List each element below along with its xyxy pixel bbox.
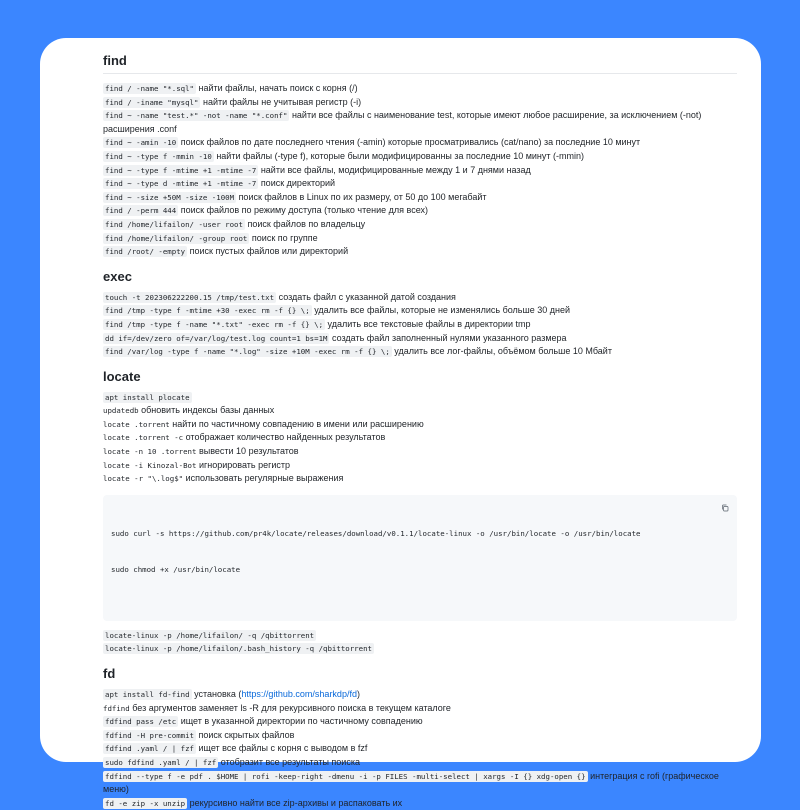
locate-lines: [103, 391, 737, 486]
command-description: поиск файлов по режиму доступа (только чтение для всех): [180, 205, 429, 216]
command-code: find /tmp -type f -name "*.txt" -exec rm -f {} \;: [105, 319, 324, 329]
copy-icon[interactable]: [721, 504, 729, 512]
list-item: [103, 431, 737, 445]
command-code: find ~ -amin -10: [105, 138, 177, 148]
command-code: fdfind: [103, 703, 130, 713]
command-description: ищет все файлы с корня с выводом в fzf: [198, 743, 368, 754]
command-code: locate-linux -p /home/lifailon/.bash_history -q /qbittorrent: [105, 644, 372, 654]
command-description: без аргументов заменяет ls -R для рекурсивного поиска в текущем каталоге: [132, 702, 451, 713]
locate-linux-lines: [103, 629, 737, 656]
list-item: [103, 702, 737, 716]
command-description: найти по частичному совпадению в имени или расширению: [172, 418, 424, 429]
command-code: locate .torrent -c: [103, 433, 184, 443]
list-item: [103, 404, 737, 418]
list-item: [103, 345, 737, 359]
list-item: [103, 797, 737, 810]
command-code: find ~ -type f -mmin -10: [105, 151, 212, 161]
list-item: [103, 245, 737, 259]
list-item: [103, 629, 737, 643]
command-description: создать файл с указанной датой создания: [278, 291, 456, 302]
command-description: удалить все текстовые файлы в директории tmp: [327, 318, 531, 329]
section-title-find: find: [103, 52, 737, 74]
fd-lines: [103, 688, 737, 810]
command-description: поиск файлов по дате последнего чтения (-amin) которые просматривались (cat/nano) за последние 10 минут: [180, 137, 641, 148]
list-item: [103, 204, 737, 218]
command-code: touch -t 202306222200.15 /tmp/test.txt: [105, 292, 275, 302]
list-item: [103, 96, 737, 110]
command-code: locate -i Kinozal-Bot: [103, 460, 197, 470]
list-item: [103, 232, 737, 246]
command-code: find / -perm 444: [105, 206, 177, 216]
command-code: apt install fd-find: [105, 690, 190, 700]
list-item: [103, 304, 737, 318]
command-code: fdfind pass /etc: [105, 717, 177, 727]
list-item: [103, 191, 737, 205]
list-item: [103, 177, 737, 191]
command-description: найти файлы (-type f), которые были модифицированны за последние 10 минут (-mmin): [216, 150, 585, 161]
list-item: [103, 318, 737, 332]
find-lines: [103, 82, 737, 259]
exec-lines: [103, 291, 737, 359]
list-item: [103, 82, 737, 96]
command-code: find ~ -type f -mtime +1 -mtime -7: [105, 165, 257, 175]
list-item: [103, 418, 737, 432]
command-code: locate -r "\.log$": [103, 474, 184, 484]
list-item: [103, 332, 737, 346]
paren-close: ): [356, 689, 360, 700]
command-code: find / -iname "mysql": [105, 97, 199, 107]
command-code: fd -e zip -x unzip: [105, 798, 186, 808]
list-item: [103, 459, 737, 473]
code-block[interactable]: [103, 495, 737, 621]
list-item: [103, 688, 737, 702]
command-description: поиск скрытых файлов: [198, 729, 295, 740]
command-description: поиск директорий: [260, 178, 336, 189]
command-code: dd if=/dev/zero of=/var/log/test.log count=1 bs=1M: [105, 333, 328, 343]
command-description: интеграция с rofi (графическое меню): [103, 770, 719, 795]
code-line: sudo curl -s https://github.com/pr4k/locate/releases/download/v0.1.1/locate-linux -o /usr/bin/locate -o /usr/bin/locate: [111, 528, 641, 538]
fd-repo-link[interactable]: https://github.com/sharkdp/fd: [241, 689, 357, 700]
command-description: найти все файлы с наименование test, которые имеют любое расширение, за исключением (-not) расширения .conf: [103, 110, 702, 134]
list-item: [103, 472, 737, 486]
command-description: вывести 10 результатов: [198, 446, 299, 457]
command-description: рекурсивно найти все zip-архивы и распаковать их: [189, 797, 403, 808]
list-item: [103, 756, 737, 770]
command-description: поиск файлов в Linux по их размеру, от 50 до 100 мегабайт: [238, 191, 487, 202]
command-description: отобразит все результаты поиска: [220, 757, 360, 767]
command-code: locate -n 10 .torrent: [103, 447, 197, 457]
list-item: [103, 445, 737, 459]
command-code: find ~ -type d -mtime +1 -mtime -7: [105, 179, 257, 189]
list-item: [103, 109, 737, 136]
command-description: ищет в указанной директории по частичному совпадению: [180, 716, 423, 727]
command-description: обновить индексы базы данных: [141, 405, 275, 416]
section-title-exec: exec: [103, 268, 132, 284]
list-item: [103, 291, 737, 305]
command-code: find ~ -name "test.*" -not -name "*.conf": [105, 111, 288, 121]
command-description: использовать регулярные выражения: [185, 473, 344, 484]
command-code: find /root/ -empty: [105, 247, 186, 257]
list-item: [103, 218, 737, 232]
list-item: [103, 770, 737, 797]
command-code: sudo fdfind .yaml / | fzf: [105, 758, 217, 767]
list-item: [103, 164, 737, 178]
section-title-locate: locate: [103, 368, 141, 384]
command-code: find ~ -size +50M -size -100M: [105, 192, 235, 202]
list-item: [103, 715, 737, 729]
command-description: поиск пустых файлов или директорий: [189, 246, 349, 257]
list-item: [103, 150, 737, 164]
command-description: установка (: [194, 689, 242, 700]
command-code: find /home/lifailon/ -group root: [105, 233, 248, 243]
command-description: поиск по группе: [251, 232, 318, 243]
command-code: find /tmp -type f -mtime +30 -exec rm -f {} \;: [105, 306, 310, 316]
command-description: найти все файлы, модифицированные между 1 и 7 днями назад: [260, 164, 531, 175]
command-code: find /var/log -type f -name "*.log" -size +10M -exec rm -f {} \;: [105, 347, 390, 357]
command-code: apt install plocate: [105, 392, 190, 402]
command-description: удалить все файлы, которые не изменялись больше 30 дней: [314, 305, 570, 316]
command-description: игнорировать регистр: [198, 459, 291, 470]
command-code: fdfind --type f -e pdf . $HOME | rofi -keep-right -dmenu -i -p FILES -multi-select | xargs -I {} xdg-open {}: [105, 771, 586, 781]
command-code: locate .torrent: [103, 419, 170, 429]
list-item: [103, 729, 737, 743]
command-description: создать файл заполненный нулями указанного размера: [332, 332, 567, 343]
list-item: [103, 136, 737, 150]
command-code: fdfind -H pre-commit: [105, 730, 194, 740]
command-code: find / -name "*.sql": [105, 84, 194, 93]
command-code: updatedb: [103, 406, 139, 416]
command-code: locate-linux -p /home/lifailon/ -q /qbittorrent: [105, 630, 315, 640]
command-description: удалить все лог-файлы, объёмом больше 10 Мбайт: [394, 346, 612, 357]
section-title-fd: fd: [103, 666, 116, 682]
command-description: найти файлы, начать поиск с корня (/): [198, 83, 358, 93]
list-item: [103, 391, 737, 405]
list-item: [103, 742, 737, 756]
command-description: отображает количество найденных результатов: [185, 432, 386, 443]
list-item: [103, 642, 737, 656]
command-description: поиск файлов по владельцу: [247, 218, 366, 229]
code-line: sudo chmod +x /usr/bin/locate: [111, 564, 241, 574]
command-code: find /home/lifailon/ -user root: [105, 219, 243, 229]
command-description: найти файлы не учитывая регистр (-i): [202, 96, 362, 107]
command-code: fdfind .yaml / | fzf: [105, 744, 194, 754]
article-card: [40, 38, 761, 808]
